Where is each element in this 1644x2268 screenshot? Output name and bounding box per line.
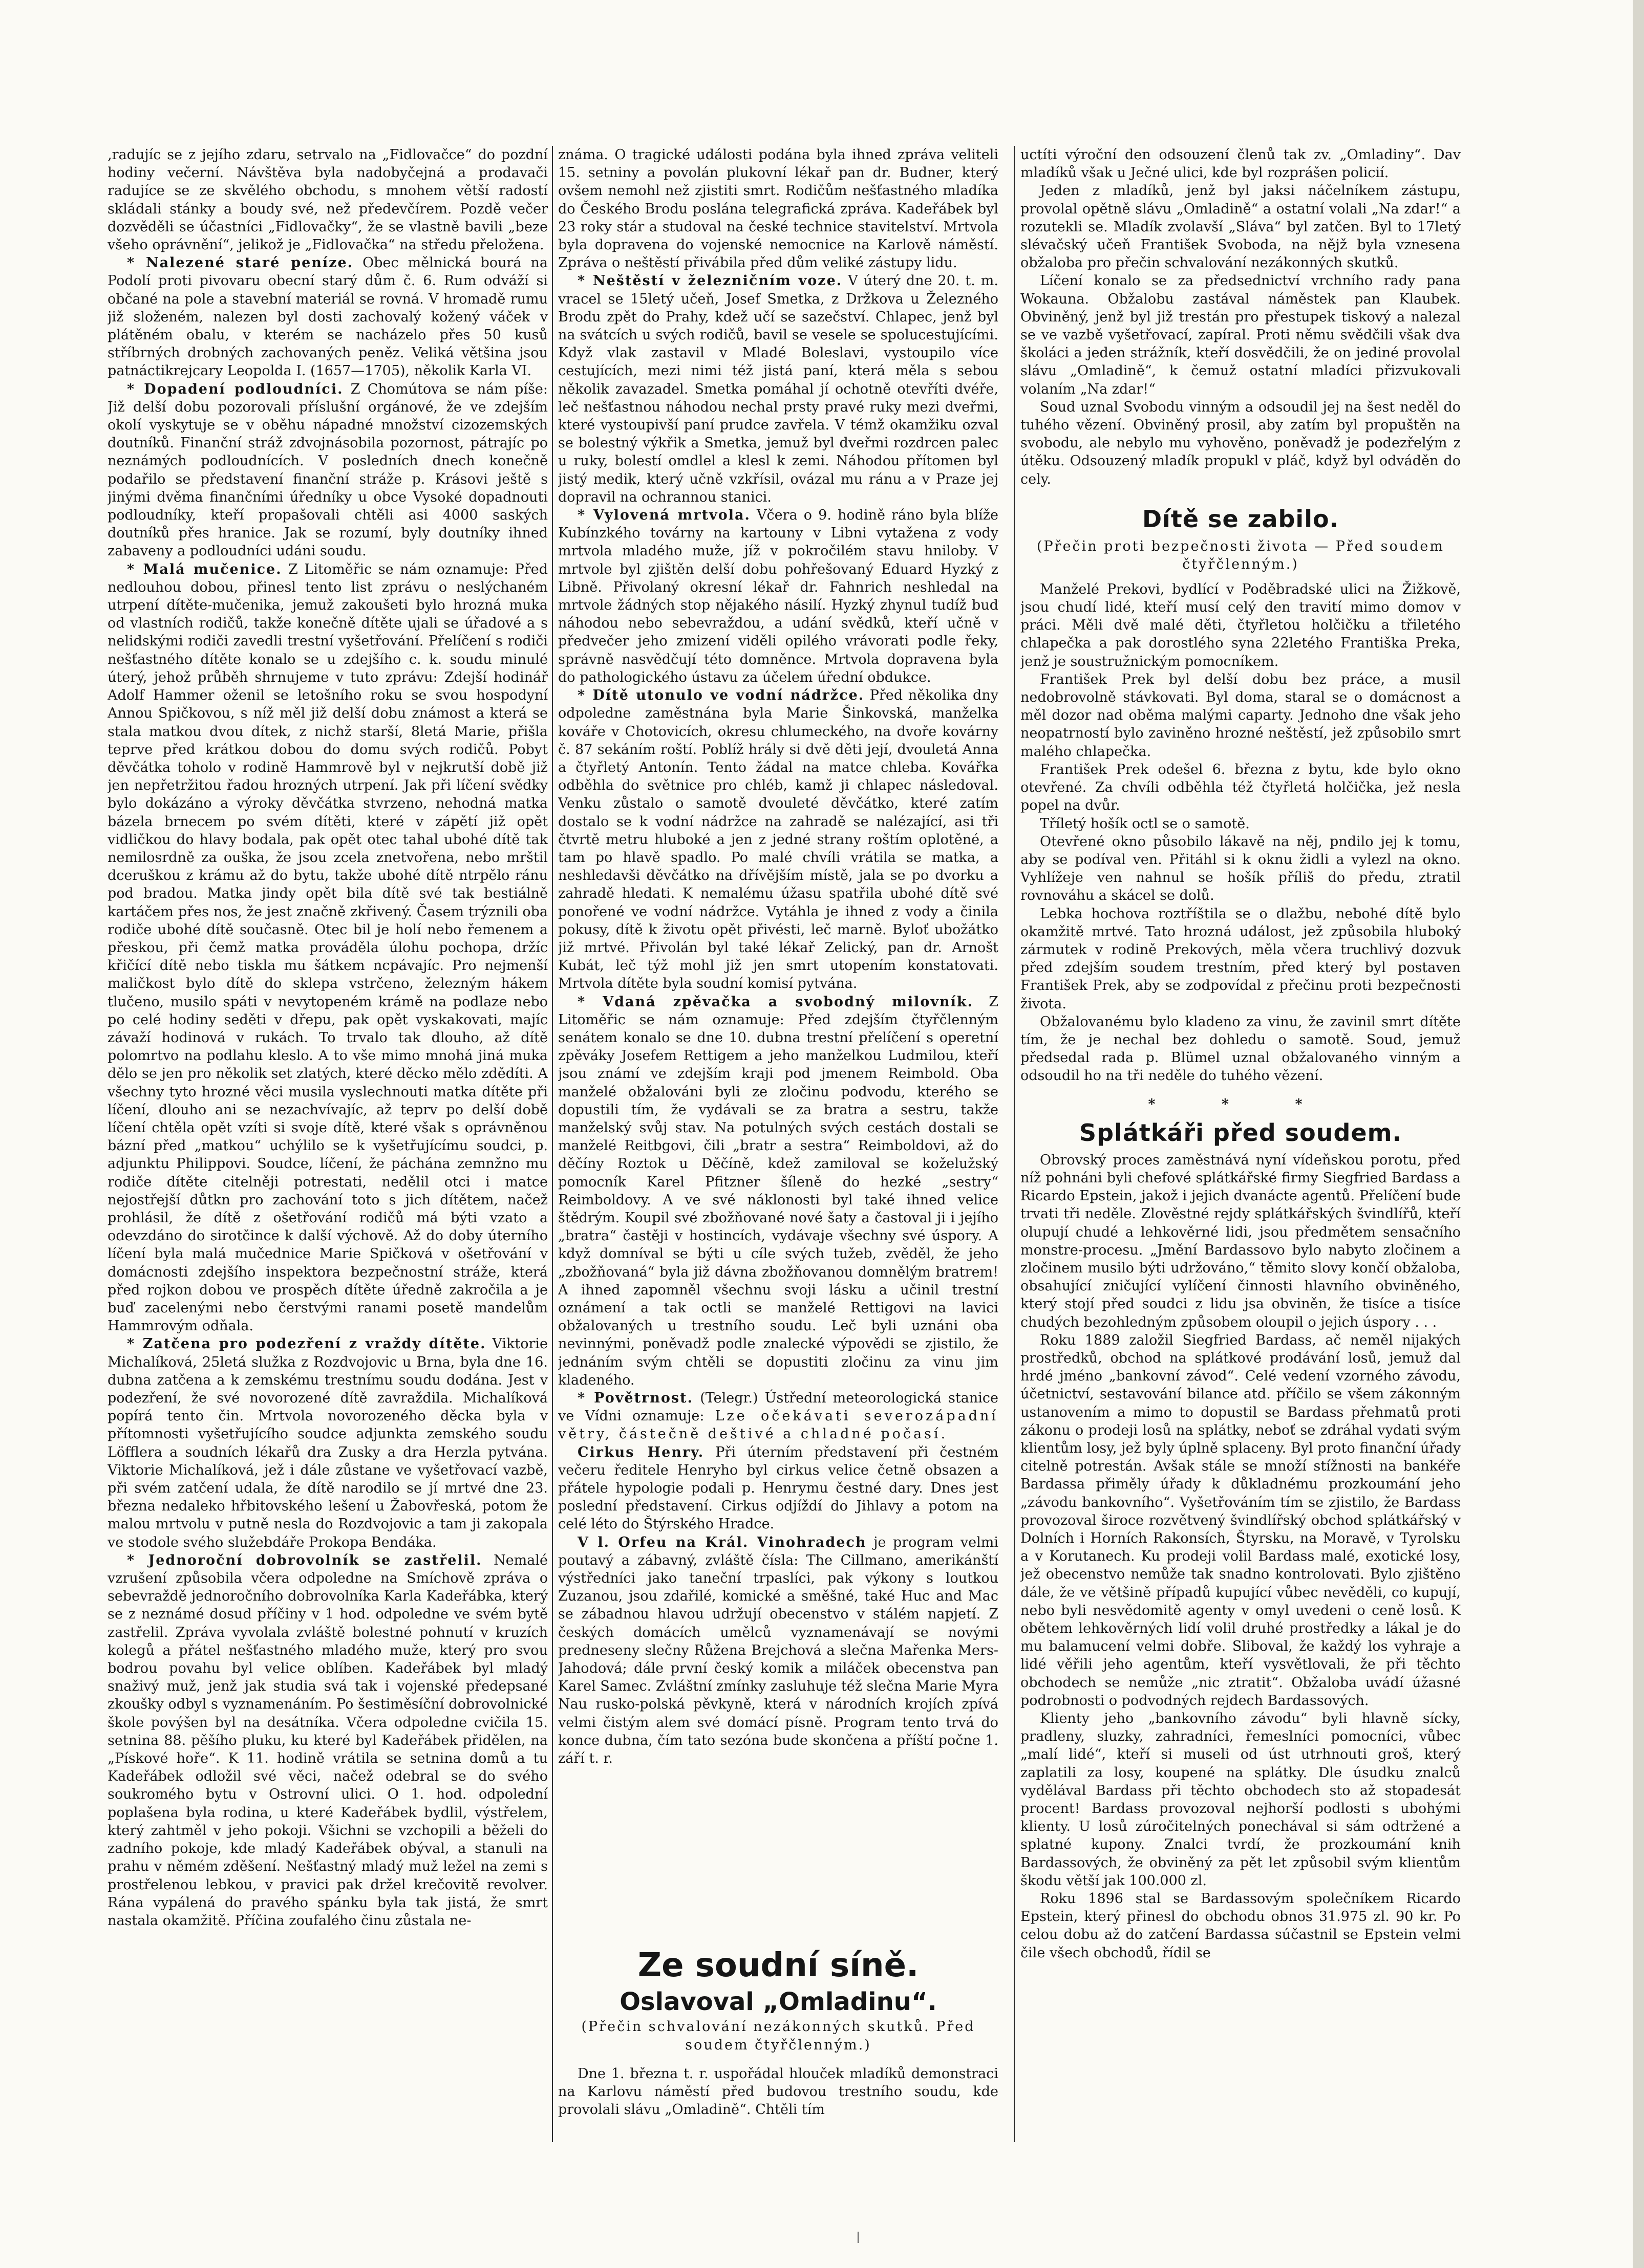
paragraph: Manželé Prekovi, bydlící v Poděbradské ulici na Žižkově, jsou chudí lidé, kteří musí celý den travití mimo domov v práci. Měli dvě malé děti, čtyřletou holčičku a třiletého chlapečka a pak dorostlého syna 22letého Františka Preka, jenž je soustružnickým pomocníkem.	[1020, 581, 1461, 669]
article: * Povětrnost. (Telegr.) Ústřední meteorologická stanice ve Vídni oznamuje: Lze očekávati severozápadní větry, částečně deštivé a chladné počasí.	[558, 1390, 998, 1442]
paragraph: Roku 1896 stal se Bardassovým společníkem Ricardo Epstein, který přinesl do obchodu obnos 31.975 zl. 90 kr. Po celou dobu až do zatčení Bardassa súčastnil se Epstein velmi čile všech obchodů, řídil se	[1020, 1891, 1461, 1961]
article-title: Dítě se zabilo.	[1142, 505, 1339, 533]
scan-edge	[1633, 0, 1644, 2268]
article-subtitle: (Přečin proti bezpečnosti života — Před soudem čtyřčlenným.)	[1036, 538, 1445, 572]
article: * Neštěstí v železničním voze. V úterý dne 20. t. m. vracel se 15letý učeň, Josef Smetka, z Držkova u Železného Brodu zpět do Prahy, kdež učí se sazečství. Chlapec, jenž byl na svátcích u svých rodičů, bavil se vesele se spolucestujícími. Když vlak zastavil v Mladé Boleslavi, vystoupilo více cestujících, mezi nimi též jistá paní, která měla s sebou několik zavazadel. Smetka pomáhal jí ochotně otevříti dvéře, leč nešťastnou náhodou nechal prsty pravé ruky mezi dveřmi, které vystoupivší paní prudce zavřela. V témž okamžiku ozval se bolestný výkřik a Smetka, jemuž byl dveřmi rozdrcen palec u ruky, bolestí omdlel a klesl k zemi. Náhodou přítomen byl jistý medik, který učně vzkřísil, ovázal mu ránu a v Praze jej dopravil na ochrannou stanici.	[558, 273, 998, 505]
article: Cirkus Henry. Při úterním představení při čestném večeru ředitele Henryho byl cirkus velice četně obsazen a přátele hypologie podali p. Henrymu čestné dary. Dnes jest poslední představení. Cirkus odjíždí do Jihlavy a potom na celé léto do Štýrského Hradce.	[558, 1444, 998, 1532]
paragraph: Klienty jeho „bankovního závodu“ byli hlavně sícky, pradleny, sluzky, zahradníci, řemeslníci pomocníci, vůbec „malí lidé“, kteří si museli od úst utrhnouti groš, který zaplatili za losy, koupené na splátky. Dle úsudku znalců vydělával Bardass při těchto obchodech sto až stopadesát procent! Bardass provozoval nejhorší podlosti s ubohými klienty. U losů zúročitelných ponechával si sám odtržené a splatné kupony. Znalci tvrdí, že prozkoumání knih Bardassových, že obviněný za pět let způsobil svým klientům škodu větší jak 100.000 zl.	[1020, 1711, 1461, 1889]
section-separator: * * *	[1148, 1096, 1333, 1112]
article: V l. Orfeu na Král. Vinohradech je program velmi poutavý a zábavný, zvláště čísla: The Cillmano, amerikánští výstředníci jako taneční trpaslíci, pak výkony s loutkou Zuzanou, jsou zdařilé, komické a směšné, také Huc and Mac se zábadnou hlavou udržují obecenstvo v stálém napjetí. Z českých domácích umělců vyznamenávají se novými predneseny slečny Růžena Brejchová a slečna Mařenka Mers-Jahodová; dále první český komik a miláček obecenstva pan Karel Samec. Zvláštní zmínky zasluhuje též slečna Marie Myra Nau rusko-polská pěvkyně, která v národních krojích zpívá velmi čistým alem své domácí písně. Program tento trvá do konce dubna, čím tato sezóna bude skončena a příští počne 1. září t. r.	[558, 1534, 998, 1767]
paragraph: František Prek byl delší dobu bez práce, a musil nedobrovolně stávkovati. Byl doma, staral se o domácnost a měl dozor nad oběma malými caparty. Jednoho dne však jeho neopatrností bylo zaviněno hrozné neštěstí, jež způsobilo smrt malého chlapečka.	[1020, 671, 1461, 760]
paragraph: Soud uznal Svobodu vinným a odsoudil jej na šest neděl do tuhého vězení. Obviněný prosil, aby zatím byl propuštěn na svobodu, ale nebylo mu vyhověno, poněvadž je podezřelým z útěku. Odsouzený mladík propukl v pláč, když byl odváděn do cely.	[1020, 399, 1461, 487]
column-left	[108, 146, 548, 2204]
page-mark	[858, 2232, 859, 2243]
article-title: Splátkáři před soudem.	[1079, 1118, 1402, 1147]
article-title: Oslavoval „Omladinu“.	[620, 1988, 937, 2016]
paragraph: Dne 1. března t. r. uspořádal hlouček mladíků demonstraci na Karlovu náměstí před budovou trestního soudu, kde provolali slávu „Omladině“. Chtěli tím	[558, 2066, 998, 2118]
paragraph: Jeden z mladíků, jenž byl jaksi náčelníkem zástupu, provolal opětně slávu „Omladině“ a ostatní volali „Na zdar!“ a rozutekli se. Mladík zvolavší „Sláva“ byl zatčen. Byl to 17letý slévačský učeň František Svoboda, na nějž byla vznesena obžaloba pro přečin schvalování nezákonných skutků.	[1020, 183, 1461, 271]
article: * Dítě utonulo ve vodní nádržce. Před několika dny odpoledne zaměstnána byla Marie Šinkovská, manželka kováře v Chotovicích, okresu chlumeckého, na dvoře kovárny č. 87 sekáním roští. Poblíž hrály si dvě děti její, dvouletá Anna a čtyřletý Antonín. Tento žádal na matce chleba. Kovářka odběhla do světnice pro chléb, kamž ji chlapec následoval. Venku zůstalo o samotě dvouleté děvčátko, které zatím dostalo se k vodní nádržce na zahradě se nalézající, asi tři čtvrtě metru hluboké a jen z jedné strany roštím oplotěné, a tam po hlavě spadlo. Po malé chvíli vrátila se matka, a neshledavši děvčátko na dřívějším místě, jala se po dvorku a zahradě hledati. K nemalému úžasu spatřila ubohé dítě své ponořené ve vodní nádržce. Vytáhla je ihned z vody a činila pokusy, dítě k životu opět přivésti, leč marně. Byloť ubožátko již mrtvé. Přivolán byl také lékař Zelický, pan dr. Arnošt Kubát, leč týž mohl již jen smrt utopením konstatovati. Mrtvola dítěte byla soudní komisí pytvána.	[558, 687, 998, 992]
paragraph: Obžalovanému bylo kladeno za vinu, že zavinil smrt dítěte tím, že je nechal bez dohledu o samotě. Soud, jemuž předsedal rada p. Blümel uznal obžalovaného vinným a odsoudil ho na tři neděle do tuhého vězení.	[1020, 1013, 1461, 1084]
article: * Jednoroční dobrovolník se zastřelil. Nemalé vzrušení způsobila včera odpoledne na Smíchově zpráva o sebevraždě jednoročního dobrovolníka Karla Kadeřábka, který se z neznámé dosud příčiny v 1 hod. odpoledne ve svém bytě zastřelil. Zpráva vyvolala zvláště bolestné pohnutí v kruzích kolegů a přátel nešťastného mladého muže, který pro svou bodrou povahu byl velice oblíben. Kadeřábek byl mladý snaživý muž, jenž jak studia svá tak i vojenské předepsané zkoušky odbyl s vyznamenáním. Po šestiměsíční dobrovolnické škole povýšen byl na desátníka. Včera odpoledne cvičila 15. setnina 88. pěšího pluku, ku které byl Kadeřábek přidělen, na „Pískové hoře“. K 11. hodině vrátila se setnina domů a tu Kadeřábek odložil své věci, načež odebral se do svého soukromého bytu v Ostrovní ulici. O 1. hod. odpolední poplašena byla rodina, u které Kadeřábek bydlil, výstřelem, který zahtměl v jeho pokoji. Všichni se vzchopili a běželi do zadního pokoje, kde mladý Kadeřábek obýval, a stanuli na prahu v němém zděšení. Nešťastný mladý muž ležel na zemi s prostřelenou lebkou, v pravici pak držel krečovitě revolver. Rána vypálená do pravého spánku byla tak jistá, že smrt nastala okamžitě. Příčina zoufalého činu zůstala ne-	[108, 1552, 548, 1929]
paragraph: známa. O tragické události podána byla ihned zpráva veliteli 15. setniny a povolán plukovní lékař pan dr. Budner, který ovšem nemohl než zjistiti smrt. Rodičům nešťastného mladíka do Českého Brodu poslána telegrafická zpráva. Kadeřábek byl 23 roky stár a studoval na české technice stavitelství. Mrtvola byla dopravena do vojenské nemocnice na Karlově náměstí. Zpráva o neštěstí přivábila před dům veliké zástupy lidu.	[558, 147, 998, 271]
paragraph: Roku 1889 založil Siegfried Bardass, ač neměl nijakých prostředků, obchod na splátkové prodávání losů, jemuž dal hrdé jméno „bankovní závod“. Celé vedení vzorného závodu, účetnictví, sestavování bilance atd. příčilo se všem zákonným ustanovením a mimo to dopustil se Bardass přehmatů proti zákonu o prodeji losů na splátky, neboť se zdráhal vydati svým klientům losy, jež byly úplně splaceny. Byl proto finanční úřady citelně potrestán. Avšak stále se množí stížnosti na bankéře Bardassa přiměly úřady k důkladnému prozkoumání jeho „závodu bankovního“. Vyšetřováním tím se zjistilo, že Bardass provozoval široce rozvětvený švindlířský obchod splátkářský v Dolních i Horních Rakonsích, Štyrsku, na Moravě, v Tyrolsku a v Korutanech. Ku prodeji volil Bardass malé, exotické losy, jež obecenstvo nemůže tak snadno kontrolovati. Bylo zjištěno dále, že ve většině případů kupující vůbec nevěděli, co kupují, nebo byli nesvědomitě agenty v omyl uvedeni o ceně losů. K obětem lehkověrných lidí volil druhé prostředky a lákal je do mu balamucení velmi dobře. Sliboval, že každý los vyhraje a lidé věřili jeho agentům, kteří vysvětlovali, že při těchto obchodech se nemůže „nic ztratit“. Obžaloba uvádí úžasné podrobnosti o podvodných rejdech Bardassových.	[1020, 1332, 1461, 1709]
column-rule	[1014, 146, 1015, 2142]
column-rule	[552, 146, 553, 2142]
paragraph: Lebka hochova roztříštila se o dlažbu, nebohé dítě bylo okamžitě mrtvé. Tato hrozná událost, jež způsobila hluboký zármutek v rodině Prekových, měla včera truchlivý dozvuk před zdejším soudem trestním, před který byl postaven František Prek, aby se zodpovídal z přečinu proti bezpečnosti života.	[1020, 905, 1461, 1012]
court-section	[558, 1945, 998, 2119]
section-title: Ze soudní síně.	[637, 1947, 919, 1984]
paragraph: Líčení konalo se za předsednictví vrchního rady pana Wokauna. Obžalobu zastával náměstek pan Klaubek. Obviněný, jenž byl již trestán pro přestupek tiskový a nalezal se ve vazbě vyšetřovací, zapíral. Proti němu svědčili však dva školáci a jeden strážník, kteří dosvědčili, že on jediné provolal slávu „Omladině“, k čemuž ostatní mladíci přizvukovali volaním „Na zdar!“	[1020, 273, 1461, 397]
paragraph: František Prek odešel 6. března z bytu, kde bylo okno otevřené. Za chvíli odběhla též čtyřletá holčička, jež nesla popel na dvůr.	[1020, 761, 1461, 814]
column-middle	[558, 146, 998, 1978]
paragraph: ‚radujíc se z jejího zdaru, setrvalo na „Fidlovačce“ do pozdní hodiny večerní. Návštěva byla nadobyčejná a prodavači radujíce se ze skvělého obchodu, s mnohem větší radostí skládali stánky a boudy své, než předevčírem. Pozdě večer dozvěděli se účastníci „Fidlovačky“, že se vlastně bavili „beze všeho oprávnění“, jelikož je „Fidlovačka“ na středu přeložena.	[108, 147, 548, 253]
paragraph: uctíti výroční den odsouzení členů tak zv. „Omladiny“. Dav mladíků však u Ječné ulici, kde byl rozprášen policií.	[1020, 147, 1461, 181]
article: * Malá mučenice. Z Litoměřic se nám oznamuje: Před nedlouhou dobou, přinesl tento list zprávu o neslýchaném utrpení dítěte-mučenika, jemuž zakoušeti bylo hrozná muka od vlastních rodičů, takže konečně dítěte ujali se úřadové a s nelidskými rodiči zavedli trestní vyšetřování. Přelíčení s rodiči nešťastného dítěte konalo se u zdejšího c. k. soudu minulé úterý, jehož průběh shrnujeme v tuto zprávu: Zdejší hodinář Adolf Hammer oženil se letošního roku se svou hospodyní Annou Spičkovou, s níž měl již delší dobu známost a která se stala matkou dvou dítek, z nichž starší, 8letá Marie, přišla teprve před krátkou dobou do domu svých rodičů. Pobyt děvčátka toholo v rodině Hammrově byl v nejkrutší době již jen nepřetržitou řadou hrozných utrpení. Jak při líčení svědky bylo dokázáno a výroky děvčátka stvrzeno, nehodná matka bázela brnecem po svém dítěti, které v zápětí již opět vidličkou do hlavy bodala, pak opět otec tahal ubohé dítě tak nemilosrdně za ouška, že jsou zcela znetvořena, nebo mrštil dceruškou z krámu až do bytu, takže ubohé dítě ntrpělo ránu pod bradou. Matka jindy opět bila dítě své tak bestiálně kartáčem přes nos, že jest značně zkřivený. Časem trýznili oba rodiče ubohé dítě současně. Otec bil je holí nebo řemenem a přeskou, při čemž matka prováděla úlohu pochopa, držíc křičící dítě nebo tiskla mu šátkem ncpávajíc. Pro nejmenší maličkost bylo dítě do sklepa vstrčeno, železným hákem tlučeno, musilo spáti v nevytopeném krámě na podlaze nebo po celé hodiny seděti v dřepu, pak opět vyskakovati, majíc závaží hodinová v rukách. To trvalo tak dlouho, až dítě polomrtvo na podlahu kleslo. A to vše mimo mnohá jiná muka dělo se jen pro několik set zlatých, které děcko mělo zdědíti. A všechny tyto hrozné věci musila vyslechnouti matka dítěte při líčení, dlouho ani se nezachvívajíc, až teprv po delší době líčení chtěla opět vzíti si svoje dítě, které však s oprávněnou bázní před „matkou“ uchýlilo se k vyšetřujícímu soudci, p. adjunktu Philippovi. Soudce, líčení, že páchána zemnžno mu rodiče dítěte citelněji potrestati, nedělil otci i matce nejostřejší důtkn pro zachování toto s jich dítětem, načež prohlásil, že dítě z ošetřování rodičů má býti vzato a odevzdáno do sirotčince k další výchově. Až do doby úterního líčení byla malá mučednice Marie Spičková v ošetřování v domácnosti zdejšího inspektora bezpečnostní stráže, která před rojkon dobou ve prospěch dítěte úředně zakročila a je buď zacelenými nebo čerstvými ranami posetě mandelům Hammrovým odňala.	[108, 561, 548, 1334]
article: * Dopadení podloudníci. Z Chomútova se nám píše: Již delší dobu pozorovali příslušní orgánové, že ve zdejším okolí vyskytuje se v oběhu nápadné množství cizozemských doutníků. Finanční stráž zdvojnásobila pozornost, pátrajíc po neznámých podloudnících. V posledních dnech konečně podařilo se představení finanční stráže p. Krásovi ještě s jinými dvěma finančními úředníky u obce Vysoké dopadnouti podloudníky, kteří propašovali chtěli asi 4000 saských doutníků přes hranice. Jak se rozumí, byly doutníky ihned zabaveny a podloudníci udáni soudu.	[108, 381, 548, 559]
article-subtitle: (Přečin schvalování nezákonných skutků. Před soudem čtyřčlenným.)	[581, 2019, 975, 2053]
article: * Zatčena pro podezření z vraždy dítěte. Viktorie Michalíková, 25letá služka z Rozdvojovic u Brna, byla dne 16. dubna zatčena a k zemskému trestnímu soudu dodána. Jest v podezření, že své novorozené dítě zavraždila. Michalíková popírá tento čin. Mrtvola novorozeného děcka byla v přítomnosti vyšetřujícího soudce adjunkta zemského soudu Löfflera a soudních lékařů dra Zusky a dra Herzla pytvána. Viktorie Michalíková, jež i dále zůstane ve vyšetřovací vazbě, při svém zatčení udala, že dítě narodilo se jí mrtvé dne 23. března nedaleko hřbitovského lešení u Žabovřeská, potom že malou mrtvolu v putně nesla do Rozdvojovic a tam ji zakopala ve stodole svého služebdáře Prokopa Bendáka.	[108, 1336, 548, 1550]
column-right	[1020, 146, 1461, 2168]
paragraph: Otevřené okno působilo lákavě na něj, pndilo jej k tomu, aby se podíval ven. Přitáhl si k oknu židli a vylezl na okno. Vyhlížeje ven nahnul se hošík příliš do předu, ztratil rovnováhu a skácel se dolů.	[1020, 833, 1461, 904]
paragraph: Obrovský proces zaměstnává nyní vídeňskou porotu, před níž pohnáni byli chefové splátkářské firmy Siegfried Bardass a Ricardo Epstein, jakož i jejich dvanácte agentů. Přelíčení bude trvati tři neděle. Zlověstné rejdy splátkářských švindlířů, kteří olupují chudé a lehkověrné lidi, jsou předmětem sensačního monstre-procesu. „Jmění Bardassovo bylo nabyto zločinem a zločinem musilo býti udržováno,“ těmito slovy končí obžaloba, obsahující zničující vylíčení činnosti hlavního obviněného, který stojí před soudci z lidu jsa obviněn, že tisíce a tisíce chudých bezohledným způsobem oloupil o jejich úspory . . .	[1020, 1152, 1461, 1330]
article: * Nalezené staré peníze. Obec mělnická bourá na Podolí proti pivovaru obecní starý dům č. 6. Rum odváží si občané na pole a stavební materiál se rovná. V hromadě rumu již složeném, nalezen byl dosti zachovalý kožený váček v plátěném obalu, v kterém se nacházelo přes 50 kusů stříbrných drobných zachovaných peněz. Veliká většina jsou patnáctikrejcary Leopolda I. (1657—1705), několik Karla VI.	[108, 255, 548, 379]
paragraph: Tříletý hošík octl se o samotě.	[1040, 815, 1250, 832]
article: * Vdaná zpěvačka a svobodný milovník. Z Litoměřic se nám oznamuje: Před zdejším čtyřčlenným senátem konalo se dne 10. dubna trestní přelíčení s operetní zpěváky Josefem Rettigem a jeho manželkou Ludmilou, kteří jsou známí ve zdejším kraji pod jmenem Reimbold. Oba manželé obžalováni byli ze zločinu podvodu, kterého se dopustili tím, že vydávali se za bratra a sestru, takže manželský svůj stav. Na potulných svých cestách dostali se manželé Reitbgovi, čili „bratr a sestra“ Reimboldovi, až do děčíny Roztok u Děčíně, kdež zamiloval se koželužský pomocník Karel Pfitzner šíleně do hezké „sestry“ Reimboldovy. A ve své náklonosti byl také ihned velice štědrým. Koupil své zbožňované nové šaty a častoval ji i jejího „bratra“ častěji v hostincích, vydávaje všechny své úspory. A když domníval se býti u cíle svých tužeb, zvěděl, že jeho „zbožňovaná“ byla již dávna zbožňovanou domnělým bratrem! A ihned zapomněl všechnu svoji lásku a učinil trestní oznámení a tak octli se manželé Rettigovi na lavici obžalovaných u trestního soudu. Leč byli uznáni oba nevinnými, poněvadž podle znalecké výpovědi se zjistilo, že jednáním svým chtěli se dopustiti zločinu za vinu jim kladeného.	[558, 993, 998, 1388]
article: * Vylovená mrtvola. Včera o 9. hodině ráno byla blíže Kubínzkého továrny na kartouny v Libni vytažena z vody mrtvola mladého muže, jíž v pokročilém stavu hniloby. V mrtvole byl zjištěn delší dobu pohřešovaný Eduard Hyzký z Libně. Přivolaný okresní lékař dr. Fahnrich neshledal na mrtvole žádných stop nějakého násilí. Hyzký zhynul tudíž buď náhodou nebo sebevraždou, a udání svědků, kteří učně v předvečer jeho zmizení viděli opilého vrávorati podle řeky, správně nasvědčují této domněnce. Mrtvola dopravena byla do pathologického ústavu za účelem úřední obdukce.	[558, 507, 998, 685]
